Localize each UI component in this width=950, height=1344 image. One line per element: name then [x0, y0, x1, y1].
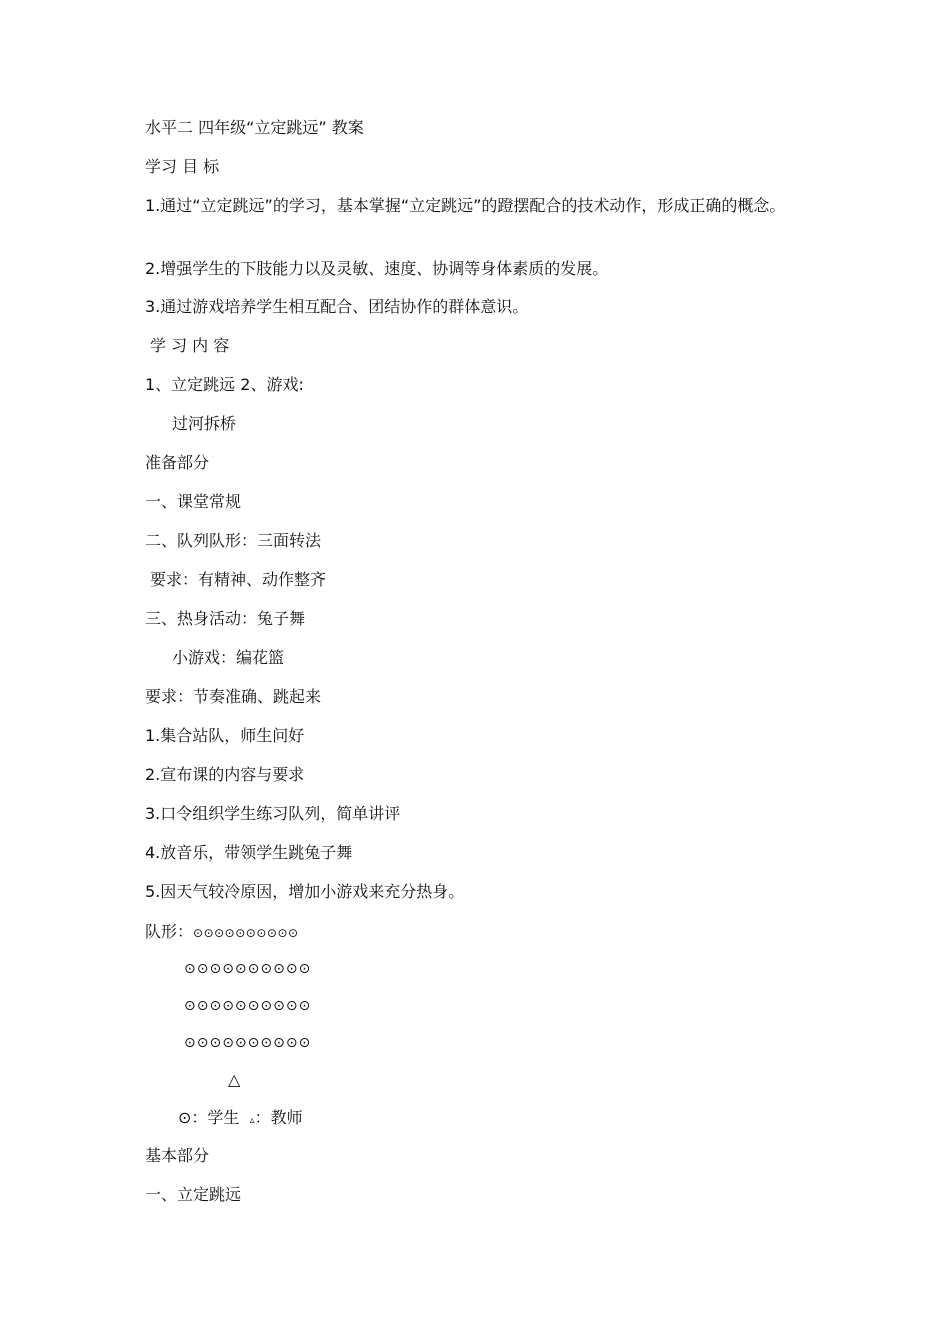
formation-row: ⊙⊙⊙⊙⊙⊙⊙⊙⊙⊙: [184, 961, 312, 977]
legend-teacher-label: ：教师: [254, 1108, 303, 1127]
step-item: 4.放音乐，带领学生跳兔子舞: [145, 843, 353, 862]
content-line-1: 1、立定跳远 2、游戏:: [145, 375, 304, 394]
document-title: 水平二 四年级“立定跳远” 教案: [145, 118, 364, 137]
prep-item: 要求：节奏准确、跳起来: [145, 687, 322, 706]
prep-item: 一、课堂常规: [145, 492, 242, 511]
objective-1: 1.通过“立定跳远”的学习，基本掌握“立定跳远”的蹬摆配合的技术动作，形成正确的概念。: [145, 196, 786, 215]
student-symbol-icon: ⊙: [178, 1108, 192, 1127]
formation-legend: [178, 1108, 303, 1131]
formation-first-row: [145, 922, 299, 943]
prep-item: 二、队列队形：三面转法: [145, 531, 322, 550]
prep-item: 小游戏：编花篮: [172, 648, 285, 667]
content-line-2: 过河拆桥: [172, 414, 237, 433]
teacher-triangle-icon: △: [228, 1070, 241, 1089]
step-item: 5.因天气较冷原因，增加小游戏来充分热身。: [145, 882, 465, 901]
legend-student-label: ：学生: [191, 1108, 240, 1127]
teacher-symbol-icon: ▵: [249, 1115, 255, 1126]
prep-item: 三、热身活动：兔子舞: [145, 609, 306, 628]
objective-2: 2.增强学生的下肢能力以及灵敏、速度、协调等身体素质的发展。: [145, 259, 609, 278]
basic-item: 一、立定跳远: [145, 1185, 242, 1204]
formation-label: 队形：: [145, 922, 194, 941]
formation-row: ⊙⊙⊙⊙⊙⊙⊙⊙⊙⊙: [184, 998, 312, 1014]
formation-row: ⊙⊙⊙⊙⊙⊙⊙⊙⊙⊙: [193, 926, 299, 940]
content-heading: 学 习 内 容: [150, 336, 230, 355]
basic-heading: 基本部分: [145, 1146, 210, 1165]
objectives-heading: 学习 目 标: [145, 157, 220, 176]
step-item: 2.宣布课的内容与要求: [145, 765, 305, 784]
formation-row: ⊙⊙⊙⊙⊙⊙⊙⊙⊙⊙: [184, 1035, 312, 1051]
prep-item: 要求：有精神、动作整齐: [150, 570, 327, 589]
objective-3: 3.通过游戏培养学生相互配合、团结协作的群体意识。: [145, 297, 529, 316]
prep-heading: 准备部分: [145, 453, 210, 472]
step-item: 1.集合站队，师生问好: [145, 726, 305, 745]
step-item: 3.口令组织学生练习队列，简单讲评: [145, 804, 401, 823]
